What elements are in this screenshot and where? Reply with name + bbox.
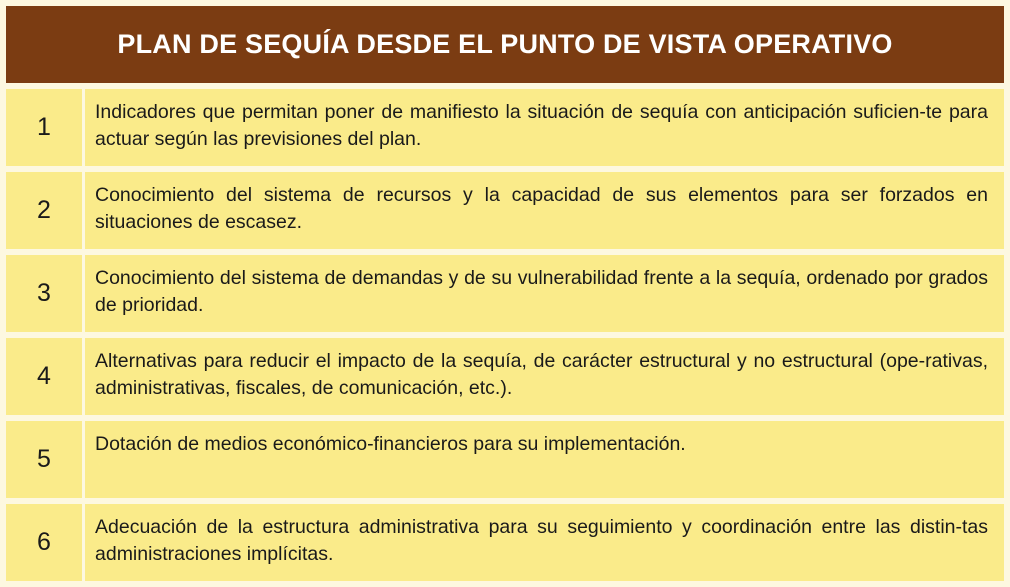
row-number-cell <box>6 338 82 415</box>
row-number-cell <box>6 421 82 498</box>
row-number-cell <box>6 89 82 166</box>
table-row <box>6 338 1004 415</box>
table-row <box>6 255 1004 332</box>
row-text-cell <box>85 172 1004 249</box>
table-row <box>6 89 1004 166</box>
table-row <box>6 504 1004 581</box>
row-text: Conocimiento del sistema de recursos y la capacidad de sus elementos para ser forzados en situaciones de escasez. <box>95 184 988 233</box>
row-number-cell <box>6 504 82 581</box>
table-row <box>6 172 1004 249</box>
row-text-cell <box>85 89 1004 166</box>
row-text: Conocimiento del sistema de demandas y de su vulnerabilidad frente a la sequía, ordenado por grados de prioridad. <box>95 267 988 316</box>
table-header <box>6 6 1004 83</box>
table-row <box>6 421 1004 498</box>
table-title: PLAN DE SEQUÍA DESDE EL PUNTO DE VISTA OPERATIVO <box>117 29 893 59</box>
row-number: 6 <box>37 528 51 556</box>
row-text-cell <box>85 421 1004 498</box>
row-number: 3 <box>37 279 51 307</box>
row-number: 4 <box>37 362 51 390</box>
row-text: Adecuación de la estructura administrativa para su seguimiento y coordinación entre las distin-tas administraciones implícitas. <box>95 516 988 565</box>
row-text-cell <box>85 255 1004 332</box>
row-number: 2 <box>37 196 51 224</box>
row-text: Alternativas para reducir el impacto de la sequía, de carácter estructural y no estructural (ope-rativas, administrativas, fiscales, de comunicación, etc.). <box>95 350 988 399</box>
row-text: Dotación de medios económico-financieros para su implementación. <box>95 433 686 455</box>
row-number-cell <box>6 255 82 332</box>
row-number: 5 <box>37 445 51 473</box>
row-number: 1 <box>37 113 51 141</box>
row-text-cell <box>85 504 1004 581</box>
row-number-cell <box>6 172 82 249</box>
row-text-cell <box>85 338 1004 415</box>
row-text: Indicadores que permitan poner de manifiesto la situación de sequía con anticipación suficien-te para actuar según las previsiones del plan. <box>95 101 988 150</box>
